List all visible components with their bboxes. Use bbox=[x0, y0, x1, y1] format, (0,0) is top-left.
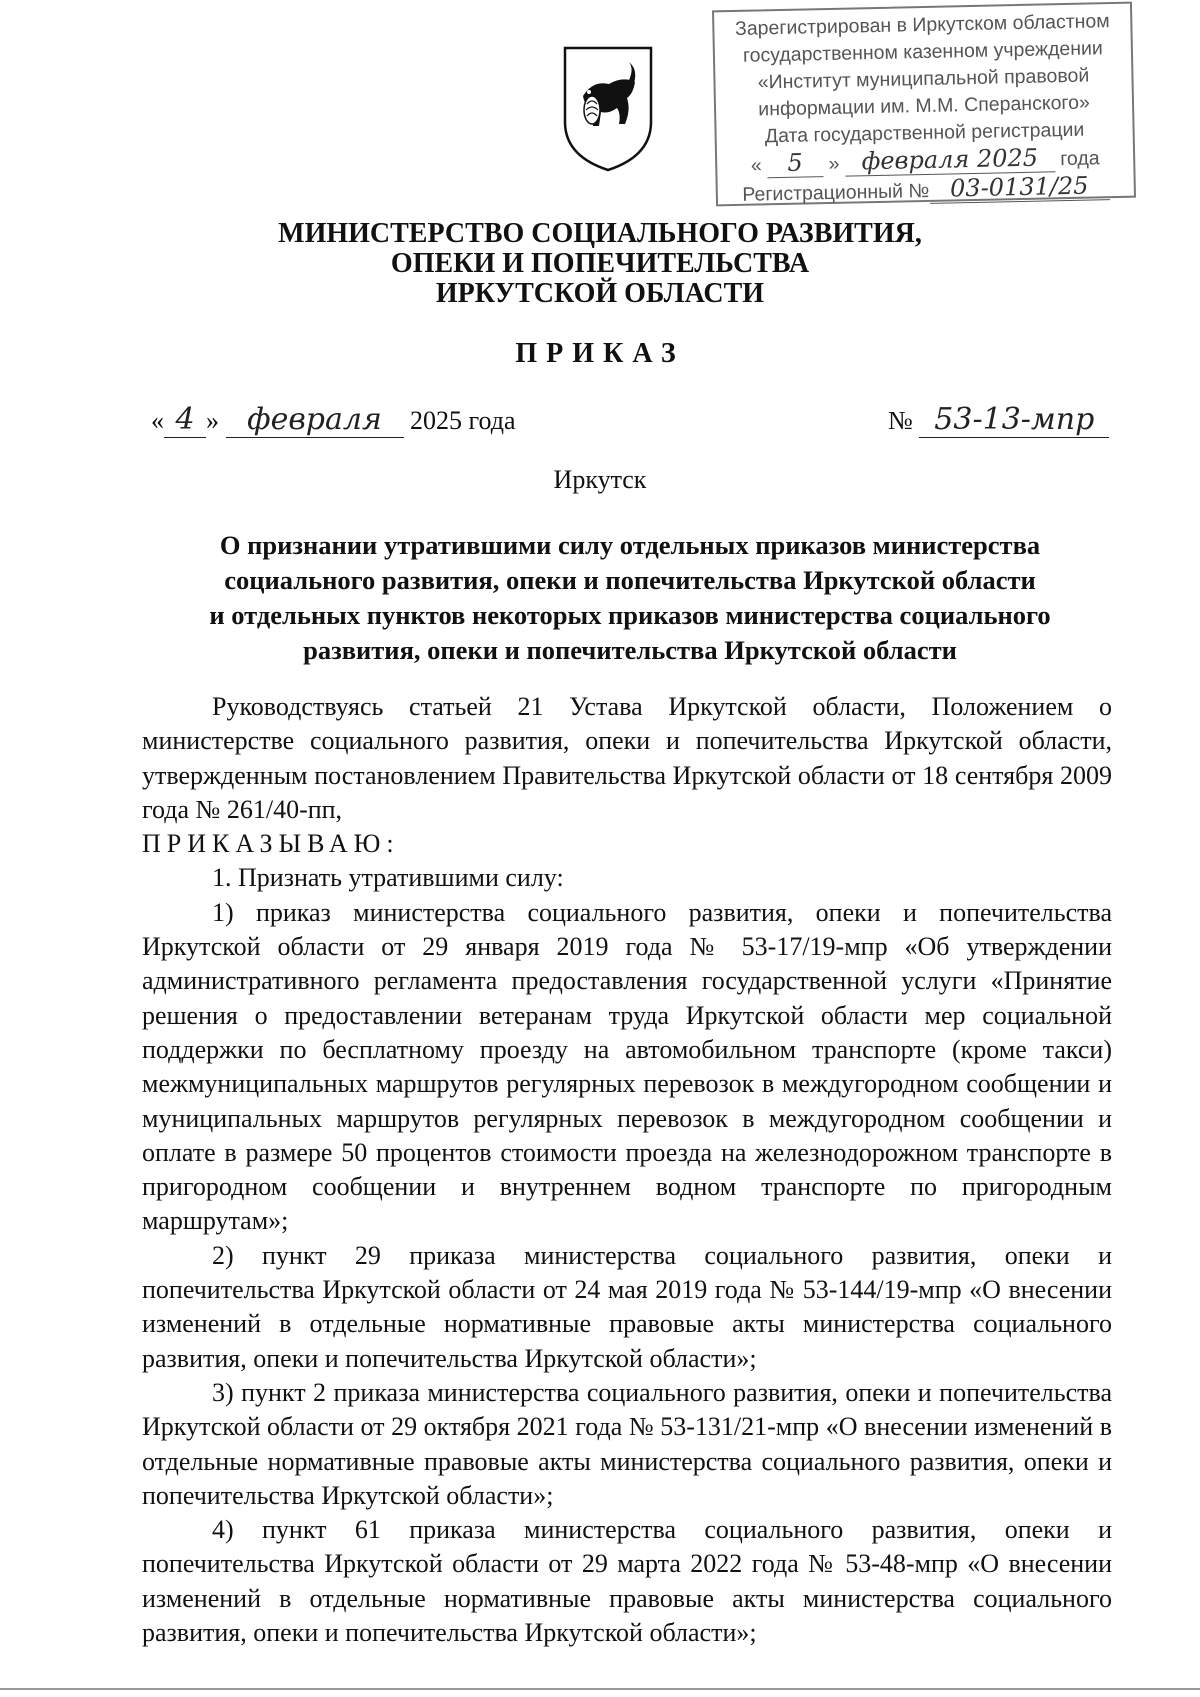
subitem-3: 3) пункт 2 приказа министерства социального развития, опеки и попечительства Иркутской области от 29 октября 2021 года № 53-131/21-мпр «О внесении изменений в отдельные нормативные правовые акты министерства социального развития, опеки и попечительства Иркутской области»; bbox=[142, 1377, 1112, 1510]
ministry-name-line-3: ИРКУТСКОЙ ОБЛАСТИ bbox=[435, 278, 765, 309]
stamp-line-4: информации им. М.М. Сперанского» bbox=[758, 91, 1091, 121]
title-line-4: развития, опеки и попечительства Иркутской области bbox=[303, 635, 957, 665]
document-title bbox=[170, 528, 1090, 668]
stamp-date-month: февраля bbox=[861, 145, 970, 176]
stamp-quote-open: « bbox=[750, 154, 762, 177]
stamp-line-3: «Институт муниципальной правовой bbox=[757, 64, 1090, 94]
subitem-2: 2) пункт 29 приказа министерства социального развития, опеки и попечительства Иркутской области от 24 мая 2019 года № 53-144/19-мпр «О внесении изменений в отдельные нормативные правовые акты министерства социального развития, опеки и попечительства Иркутской области»; bbox=[142, 1240, 1112, 1373]
order-date-year: 2025 года bbox=[410, 406, 516, 435]
stamp-date-year: 2025 bbox=[976, 143, 1039, 173]
subitem-4: 4) пункт 61 приказа министерства социального развития, опеки и попечительства Иркутской области от 29 марта 2022 года № 53-48-мпр «О внесении изменений в отдельные нормативные правовые акты министерства социального развития, опеки и попечительства Иркутской области»; bbox=[142, 1515, 1112, 1648]
ministry-name-line-2: ОПЕКИ И ПОПЕЧИТЕЛЬСТВА bbox=[390, 248, 810, 279]
title-line-3: и отдельных пунктов некоторых приказов министерства социального bbox=[209, 600, 1051, 630]
order-date-quote-close: » bbox=[206, 406, 219, 435]
title-line-1: О признании утратившими силу отдельных приказов министерства bbox=[219, 530, 1041, 560]
document-type-heading: ПРИКАЗ bbox=[515, 338, 685, 369]
title-line-2: социального развития, опеки и попечительства Иркутской области bbox=[224, 565, 1036, 595]
stamp-line-2: государственном казенном учреждении bbox=[742, 37, 1104, 67]
stamp-reg-label: Регистрационный № bbox=[742, 179, 930, 206]
coat-of-arms-emblem bbox=[559, 44, 657, 172]
order-date-day: 4 bbox=[164, 402, 206, 438]
order-number bbox=[888, 402, 1109, 438]
registration-stamp bbox=[712, 2, 1136, 207]
order-date-month: февраля bbox=[226, 402, 404, 438]
stamp-line-5: Дата государственной регистрации bbox=[764, 118, 1085, 148]
order-word: ПРИКАЗЫВАЮ: bbox=[142, 829, 400, 859]
stamp-date-suffix: года bbox=[1059, 147, 1100, 171]
subitem-1: 1) приказ министерства социального развития, опеки и попечительства Иркутской области от 29 января 2019 года № 53-17/19-мпр «Об утверждении административного регламента предоставления государственной услуги «Принятие решения о предоставлении ветеранам труда Иркутской области мер социальной поддержки по бесплатному проезду на автомобильном транспорте (кроме такси) межмуниципальных маршрутов регулярных перевозок в междугородном сообщении и муниципальных маршрутов регулярных перевозок в междугородном сообщении и оплате в размере 50 процентов стоимости проезда на железнодорожном транспорте в пригородном сообщении и внутреннем водном транспорте по пригородным маршрутам»; bbox=[142, 897, 1112, 1236]
stamp-date-month-year bbox=[845, 144, 1056, 176]
order-date-quote-open: « bbox=[151, 406, 164, 435]
page-bottom-divider bbox=[0, 1688, 1200, 1690]
stamp-reg-number: 03-0131/25 bbox=[929, 172, 1110, 204]
order-number-label: № bbox=[888, 406, 913, 435]
order-date bbox=[151, 402, 516, 438]
item-1: 1. Признать утратившими силу: bbox=[212, 863, 564, 893]
stamp-quote-close: » bbox=[828, 152, 840, 176]
stamp-date-day: 5 bbox=[767, 149, 824, 178]
stamp-line-1: Зарегистрирован в Иркутском областном bbox=[734, 10, 1110, 40]
preamble-paragraph: Руководствуясь статьей 21 Устава Иркутской области, Положением о министерстве социального развития, опеки и попечительства Иркутской области, утвержденным постановлением Правительства Иркутской области от 18 сентября 2009 года № 261/40-пп, bbox=[142, 692, 1112, 824]
document-body bbox=[142, 690, 1112, 1650]
order-number-value: 53-13-мпр bbox=[919, 402, 1109, 438]
ministry-name-line-1: МИНИСТЕРСТВО СОЦИАЛЬНОГО РАЗВИТИЯ, bbox=[278, 218, 922, 249]
city: Иркутск bbox=[553, 465, 647, 494]
